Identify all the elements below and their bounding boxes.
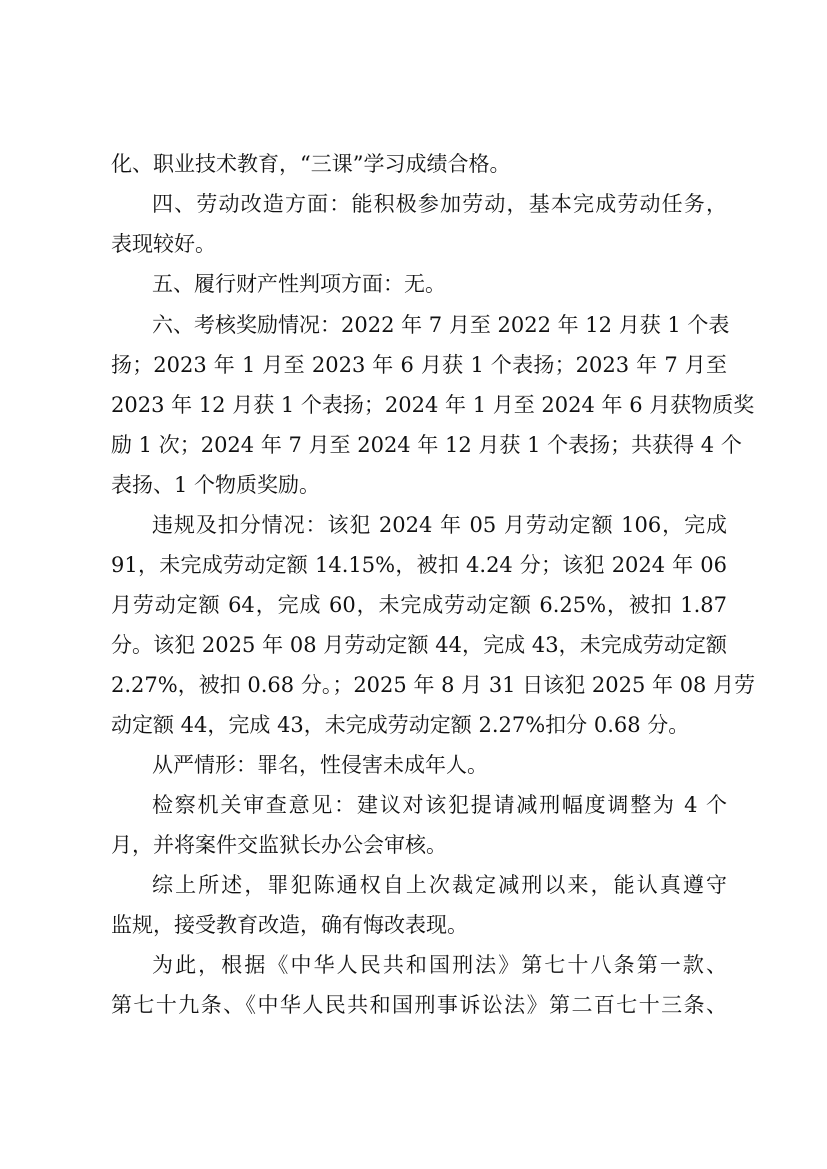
- text-line: 表现较好。: [111, 232, 216, 256]
- paragraph-line: 检察机关审查意见：建议对该犯提请减刑幅度调整为 4 个: [152, 793, 727, 817]
- text-line: 第七十九条、《中华人民共和国刑事诉讼法》第二百七十三条、: [111, 993, 727, 1017]
- text-line: 化、职业技术教育，“三课”学习成绩合格。: [111, 152, 511, 176]
- text-line: 动定额 44，完成 43，未完成劳动定额 2.27%扣分 0.68 分。: [111, 713, 690, 737]
- paragraph-line: 从严情形：罪名，性侵害未成年人。: [152, 753, 488, 777]
- text-line: 监规，接受教育改造，确有悔改表现。: [111, 913, 468, 937]
- text-line: 91，未完成劳动定额 14.15%，被扣 4.24 分；该犯 2024 年 06: [111, 553, 727, 577]
- text-line: 月劳动定额 64，完成 60，未完成劳动定额 6.25%，被扣 1.87: [111, 593, 727, 617]
- paragraph-line: 综上所述，罪犯陈通权自上次裁定减刑以来，能认真遵守: [152, 873, 727, 897]
- text-line: 励 1 次；2024 年 7 月至 2024 年 12 月获 1 个表扬；共获得 4 个: [111, 433, 742, 457]
- text-line: 2023 年 12 月获 1 个表扬；2024 年 1 月至 2024 年 6 月获物质奖: [111, 393, 755, 417]
- paragraph-line: 违规及扣分情况：该犯 2024 年 05 月劳动定额 106，完成: [152, 513, 727, 537]
- text-line: 表扬、1 个物质奖励。: [111, 473, 321, 497]
- text-line: 扬；2023 年 1 月至 2023 年 6 月获 1 个表扬；2023 年 7 月至: [111, 353, 727, 377]
- text-line: 月，并将案件交监狱长办公会审核。: [111, 833, 447, 857]
- text-line: 分。该犯 2025 年 08 月劳动定额 44，完成 43，未完成劳动定额: [111, 633, 727, 657]
- paragraph-line: 为此，根据《中华人民共和国刑法》第七十八条第一款、: [152, 953, 727, 977]
- paragraph-line: 四、劳动改造方面：能积极参加劳动，基本完成劳动任务，: [152, 192, 727, 216]
- text-line: 2.27%，被扣 0.68 分。；2025 年 8 月 31 日该犯 2025 年 08 月劳: [111, 673, 756, 697]
- paragraph-line: 六、考核奖励情况：2022 年 7 月至 2022 年 12 月获 1 个表: [152, 313, 730, 337]
- paragraph-line: 五、履行财产性判项方面：无。: [152, 272, 446, 296]
